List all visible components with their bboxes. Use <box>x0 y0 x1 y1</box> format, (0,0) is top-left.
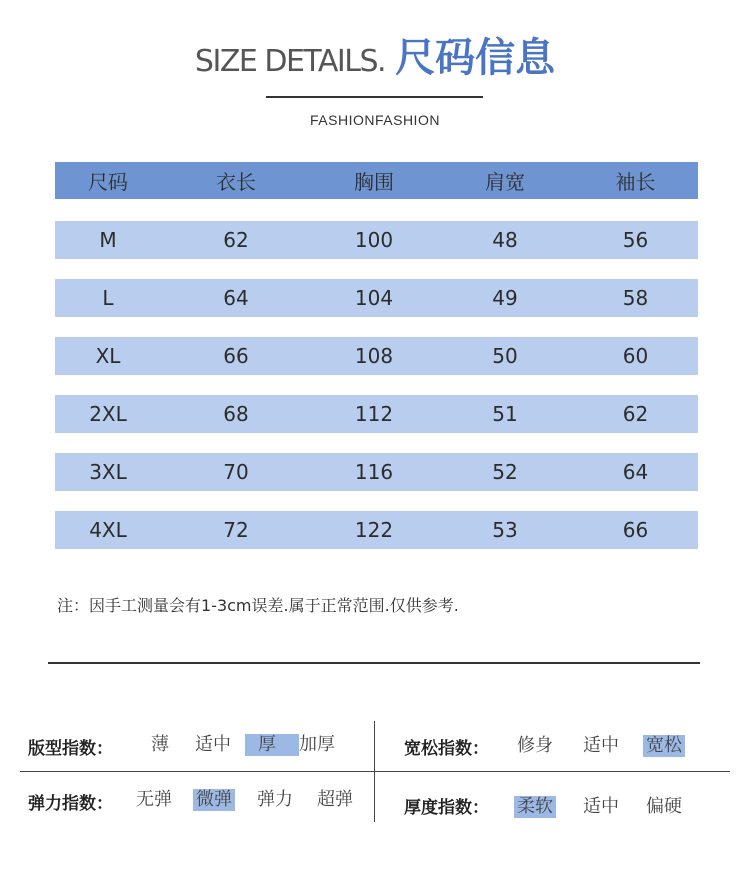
table-cell: 70 <box>223 460 249 484</box>
table-row <box>55 337 698 375</box>
title-chinese: 尺码信息 <box>395 35 556 81</box>
table-cell: 52 <box>492 460 518 484</box>
table-cell-size: 2XL <box>89 402 127 426</box>
table-cell: 72 <box>223 518 249 542</box>
table-cell: 51 <box>492 402 518 426</box>
index-option-fabric-thickness: 偏硬 <box>646 796 682 817</box>
table-cell: 53 <box>492 518 518 542</box>
table-cell: 48 <box>492 228 518 252</box>
table-cell-size: 3XL <box>89 460 127 484</box>
table-cell: 58 <box>622 286 649 310</box>
table-cell: 112 <box>354 402 394 426</box>
table-cell: 122 <box>354 518 394 542</box>
table-cell: 66 <box>622 518 649 542</box>
index-grid-horizontal-line <box>20 771 730 772</box>
title-english: SIZE DETAILS. <box>194 44 386 79</box>
table-cell: 60 <box>622 344 649 368</box>
table-cell: 56 <box>622 228 649 252</box>
index-option-fabric-thickness: 适中 <box>583 796 619 817</box>
index-option-cut: 适中 <box>195 734 231 755</box>
index-option-elasticity: 无弹 <box>136 789 172 810</box>
index-option-elasticity: 弹力 <box>257 789 293 810</box>
index-option-cut: 薄 <box>151 734 169 755</box>
index-label-elasticity: 弹力指数： <box>28 794 113 814</box>
table-row <box>55 221 698 259</box>
table-cell: 116 <box>354 460 394 484</box>
table-header-cell: 胸围 <box>354 170 394 194</box>
table-cell-size: L <box>102 286 114 310</box>
table-header-cell: 肩宽 <box>485 170 525 194</box>
table-cell: 49 <box>492 286 518 310</box>
table-cell-size: M <box>99 228 117 252</box>
table-cell-size: XL <box>95 344 121 368</box>
index-option-cut-selected: 厚 <box>245 734 299 756</box>
table-header-cell: 袖长 <box>615 170 656 194</box>
index-option-elasticity-selected: 微弹 <box>193 789 235 811</box>
table-cell: 62 <box>223 228 249 252</box>
table-row <box>55 511 698 549</box>
subtitle: FASHIONFASHION <box>310 112 440 128</box>
table-cell: 104 <box>354 286 394 310</box>
index-option-fabric-thickness-selected: 柔软 <box>514 796 556 818</box>
index-option-looseness: 修身 <box>517 735 553 756</box>
index-option-looseness-selected: 宽松 <box>643 735 685 757</box>
table-cell: 50 <box>492 344 518 368</box>
table-cell: 64 <box>223 286 249 310</box>
index-label-cut: 版型指数： <box>28 739 113 759</box>
table-cell: 68 <box>223 402 249 426</box>
table-row <box>55 453 698 491</box>
table-cell: 108 <box>354 344 394 368</box>
index-label-fabric-thickness: 厚度指数： <box>404 798 489 818</box>
index-option-cut: 加厚 <box>299 734 335 755</box>
page-title <box>0 26 750 83</box>
index-option-elasticity: 超弹 <box>317 789 353 810</box>
table-cell-size: 4XL <box>89 518 127 542</box>
index-label-looseness: 宽松指数： <box>404 739 489 759</box>
table-cell: 64 <box>622 460 649 484</box>
table-header-row <box>55 162 698 199</box>
table-cell: 66 <box>223 344 249 368</box>
table-header-cell: 衣长 <box>216 170 256 194</box>
table-cell: 62 <box>622 402 649 426</box>
table-cell: 100 <box>354 228 394 252</box>
measurement-note: 注：因手工测量会有1-3cm误差.属于正常范围.仅供参考. <box>57 596 459 615</box>
table-row <box>55 395 698 433</box>
index-option-looseness: 适中 <box>583 735 619 756</box>
table-header-cell: 尺码 <box>88 170 128 194</box>
title-divider <box>266 96 483 98</box>
table-row <box>55 279 698 317</box>
section-divider <box>48 662 700 664</box>
index-grid-vertical-line <box>374 721 375 822</box>
